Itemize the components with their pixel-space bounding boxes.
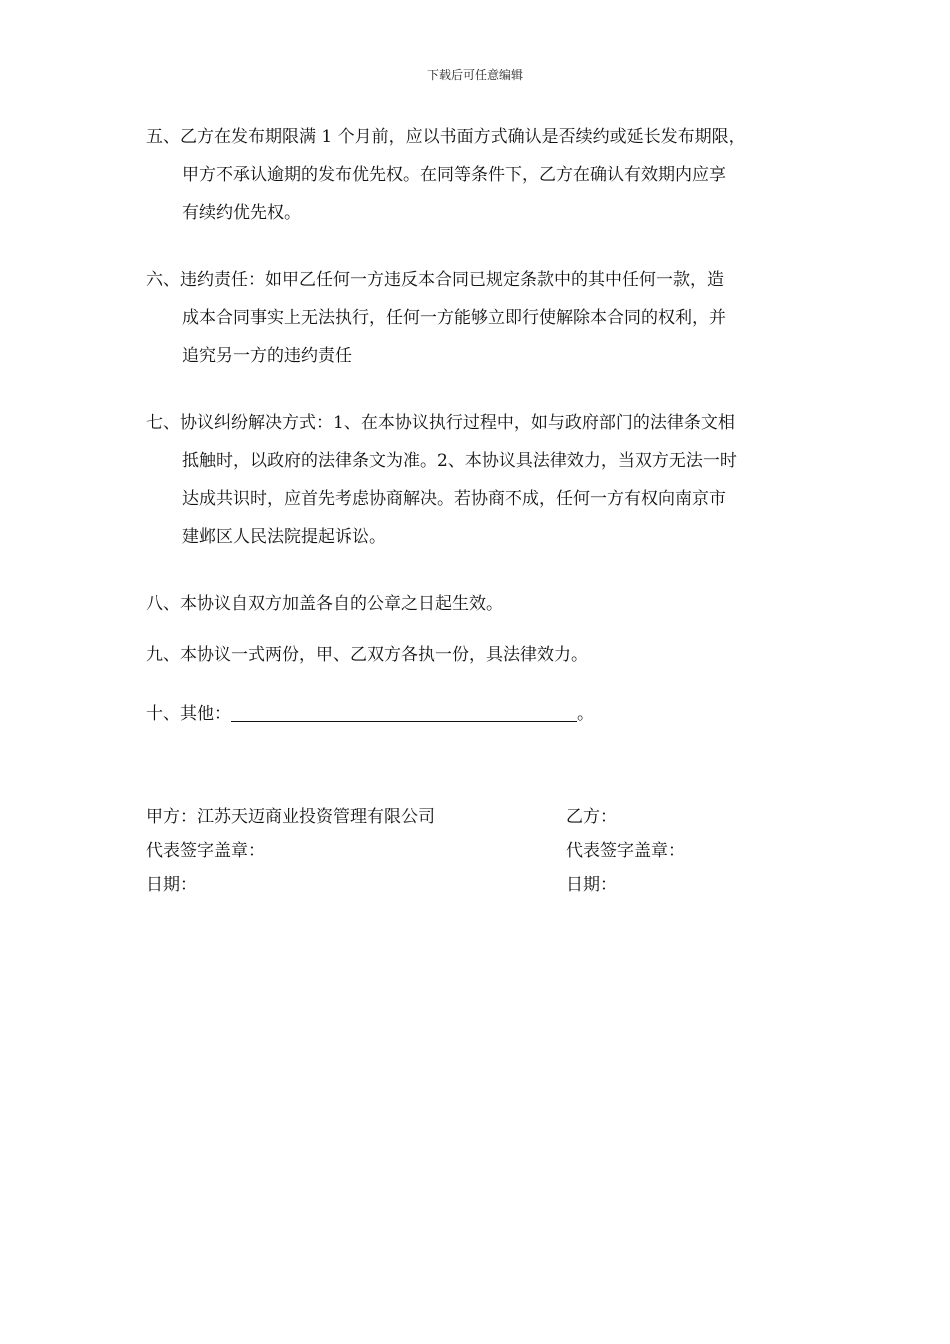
party-b-block: [566, 800, 685, 902]
page-header: 下载后可任意编辑: [426, 68, 523, 82]
clause-10-suffix: 。: [577, 704, 594, 724]
clause-5-line-2: 甲方不承认逾期的发布优先权。在同等条件下，乙方在确认有效期内应享: [182, 165, 726, 185]
clause-5-line-1: 五、乙方在发布期限满 1 个月前，应以书面方式确认是否续约或延长发布期限，: [146, 127, 746, 147]
party-a-rep: 代表签字盖章：: [146, 841, 265, 861]
clause-6: [146, 261, 846, 375]
other-terms-blank-line: [231, 703, 577, 722]
clause-10-line: [146, 695, 846, 733]
clause-5-line-3: 有续约优先权。: [182, 203, 301, 223]
clause-6-line-3: 追究另一方的违约责任: [182, 346, 352, 366]
clause-10-prefix: 十、其他：: [146, 704, 231, 724]
party-a-name: 甲方：江苏天迈商业投资管理有限公司: [146, 807, 435, 827]
party-a-date: 日期：: [146, 875, 197, 895]
clause-7-line-3: 达成共识时，应首先考虑协商解决。若协商不成，任何一方有权向南京市: [182, 489, 726, 509]
clause-7-line-4: 建邺区人民法院提起诉讼。: [182, 527, 386, 547]
clause-5: [146, 118, 846, 232]
party-b-date: 日期：: [566, 875, 617, 895]
clause-9: [146, 636, 846, 674]
clause-6-line-2: 成本合同事实上无法执行，任何一方能够立即行使解除本合同的权利，并: [182, 308, 726, 328]
clause-6-line-1: 六、违约责任：如甲乙任何一方违反本合同已规定条款中的其中任何一款，造: [146, 270, 724, 290]
clause-7-line-1: 七、协议纠纷解决方式：1、在本协议执行过程中，如与政府部门的法律条文相: [146, 413, 735, 433]
clause-8: [146, 585, 846, 623]
clause-10: [146, 695, 846, 733]
clause-8-line: 八、本协议自双方加盖各自的公章之日起生效。: [146, 594, 503, 614]
clause-7-line-2: 抵触时，以政府的法律条文为准。2、本协议具法律效力，当双方无法一时: [182, 451, 737, 471]
party-b-name: 乙方：: [566, 807, 617, 827]
party-a-block: [146, 800, 435, 902]
clause-7: [146, 404, 846, 556]
party-b-rep: 代表签字盖章：: [566, 841, 685, 861]
clause-9-line: 九、本协议一式两份，甲、乙双方各执一份，具法律效力。: [146, 645, 588, 665]
